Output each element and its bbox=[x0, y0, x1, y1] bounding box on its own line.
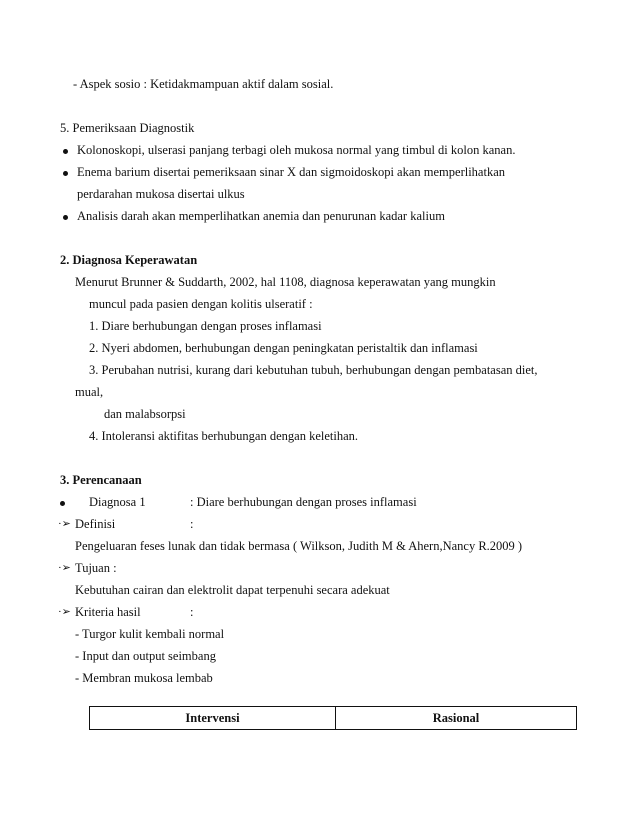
diagnosa-item-1: 1. Diare berhubungan dengan proses inflamasi bbox=[89, 319, 322, 333]
kriteria-label: Kriteria hasil bbox=[75, 605, 141, 619]
definisi-label: Definisi bbox=[75, 517, 116, 531]
table-header-row bbox=[90, 707, 577, 730]
diagnosa-item-2: 2. Nyeri abdomen, berhubungan dengan peningkatan peristaltik dan inflamasi bbox=[89, 341, 478, 355]
kriteria-colon: : bbox=[190, 605, 194, 619]
kriteria-item-1: - Turgor kulit kembali normal bbox=[75, 627, 225, 641]
diagnosa-heading: 2. Diagnosa Keperawatan bbox=[60, 253, 198, 267]
pemeriksaan-bullet-1: Kolonoskopi, ulserasi panjang terbagi oleh mukosa normal yang timbul di kolon kanan. bbox=[77, 143, 516, 157]
pemeriksaan-bullet-2: Enema barium disertai pemeriksaan sinar X dan sigmoidoskopi akan memperlihatkan bbox=[77, 165, 506, 179]
table-header-intervensi: Intervensi bbox=[90, 707, 336, 730]
diagnosa-item-4: 4. Intoleransi aktifitas berhubungan dengan keletihan. bbox=[89, 429, 359, 443]
diagnosa-intro-2: muncul pada pasien dengan kolitis ulseratif : bbox=[89, 297, 313, 311]
definisi-text: Pengeluaran feses lunak dan tidak bermasa ( Wilkson, Judith M & Ahern,Nancy R.2009 ) bbox=[75, 539, 523, 553]
arrow-bullet-icon: ·➢ bbox=[58, 518, 71, 530]
intervensi-table bbox=[89, 706, 577, 730]
bullet-icon bbox=[63, 171, 68, 176]
pemeriksaan-heading: 5. Pemeriksaan Diagnostik bbox=[60, 121, 195, 135]
kriteria-item-2: - Input dan output seimbang bbox=[75, 649, 216, 663]
diagnosa-item-3-cont-1: mual, bbox=[75, 385, 104, 399]
aspek-sosio-line: - Aspek sosio : Ketidakmampuan aktif dalam sosial. bbox=[73, 77, 334, 91]
bullet-icon bbox=[63, 149, 68, 154]
diagnosa-1-value: : Diare berhubungan dengan proses inflamasi bbox=[190, 495, 417, 509]
diagnosa-item-3-cont-2: dan malabsorpsi bbox=[104, 407, 186, 421]
tujuan-label: Tujuan : bbox=[75, 561, 117, 575]
arrow-bullet-icon: ·➢ bbox=[58, 606, 71, 618]
diagnosa-item-3: 3. Perubahan nutrisi, kurang dari kebutuhan tubuh, berhubungan dengan pembatasan diet, bbox=[89, 363, 538, 377]
definisi-colon: : bbox=[190, 517, 194, 531]
kriteria-item-3: - Membran mukosa lembab bbox=[75, 671, 213, 685]
pemeriksaan-bullet-3: Analisis darah akan memperlihatkan anemia dan penurunan kadar kalium bbox=[77, 209, 445, 223]
table-header-rasional: Rasional bbox=[336, 707, 577, 730]
bullet-icon bbox=[60, 501, 65, 506]
pemeriksaan-bullet-2-cont: perdarahan mukosa disertai ulkus bbox=[77, 187, 245, 201]
tujuan-text: Kebutuhan cairan dan elektrolit dapat terpenuhi secara adekuat bbox=[75, 583, 390, 597]
perencanaan-heading: 3. Perencanaan bbox=[60, 473, 142, 487]
diagnosa-1-label: Diagnosa 1 bbox=[89, 495, 146, 509]
bullet-icon bbox=[63, 215, 68, 220]
arrow-bullet-icon: ·➢ bbox=[58, 562, 71, 574]
diagnosa-intro-1: Menurut Brunner & Suddarth, 2002, hal 1108, diagnosa keperawatan yang mungkin bbox=[75, 275, 496, 289]
